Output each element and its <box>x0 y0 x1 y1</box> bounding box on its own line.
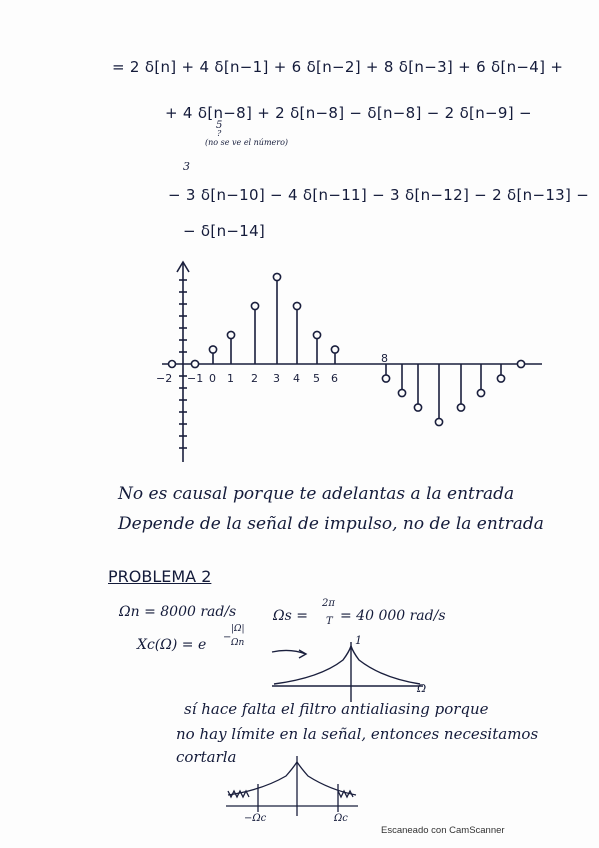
cutoff-left-label: −Ωc <box>244 813 267 824</box>
omega-s-frac-num: 2π <box>322 598 335 609</box>
conclusion-line-2: Depende de la señal de impulso, no de la entrada <box>118 514 544 534</box>
problem-2-heading: PROBLEMA 2 <box>108 567 212 586</box>
explanation-line-1: sí hace falta el filtro antialiasing porque <box>184 700 489 718</box>
cutoff-right-label: Ωc <box>334 813 348 824</box>
camscanner-watermark: Escaneado con CamScanner <box>381 825 505 836</box>
x-tick-label: 5 <box>313 372 320 385</box>
equation-line-2-note-mark: ? <box>217 129 222 138</box>
equation-line-4: − δ[n−14] <box>183 222 266 240</box>
xc-lhs: Xc(Ω) = e <box>137 637 207 653</box>
x-tick-label: 3 <box>273 372 280 385</box>
aa-curve <box>228 762 356 795</box>
x-tick-label: −1 <box>187 372 204 385</box>
conclusion-line-1: No es causal porque te adelantas a la entrada <box>118 484 515 504</box>
equation-line-3-correction: 3 <box>183 160 190 173</box>
xc-exp-num: |Ω| <box>231 624 245 634</box>
x-tick-label: 4 <box>293 372 300 385</box>
explanation-line-2: no hay límite en la señal, entonces necesitamos <box>176 725 539 743</box>
equation-line-1: = 2 δ[n] + 4 δ[n−1] + 6 δ[n−2] + 8 δ[n−3] + 6 δ[n−4] + <box>112 58 564 76</box>
explanation-line-3: cortarla <box>176 748 237 766</box>
xc-peak-label: 1 <box>355 634 362 647</box>
omega-s-rhs: = 40 000 rad/s <box>340 608 446 624</box>
xc-exp-sign: − <box>223 632 232 643</box>
omega-n-line: Ωn = 8000 rad/s <box>119 604 237 620</box>
x-tick-label: 0 <box>209 372 216 385</box>
x-tick-label: 8 <box>381 352 388 365</box>
x-tick-label: 1 <box>227 372 234 385</box>
omega-s-frac-den: T <box>326 616 333 627</box>
x-tick-label: −2 <box>156 372 173 385</box>
x-tick-label: 2 <box>251 372 258 385</box>
omega-s-lhs: Ωs = <box>273 608 308 624</box>
equation-line-2-correction: 5 <box>216 120 223 131</box>
equation-line-2-note: (no se ve el número) <box>205 138 289 147</box>
x-tick-label: 6 <box>331 372 338 385</box>
xc-exp-den: Ωn <box>231 638 245 648</box>
equation-line-2: + 4 δ[n−8] + 2 δ[n−8] − δ[n−8] − 2 δ[n−9] − <box>165 104 532 122</box>
equation-line-3: − 3 δ[n−10] − 4 δ[n−11] − 3 δ[n−12] − 2 δ[n−13] − <box>168 186 590 204</box>
xc-axis-label: Ω <box>417 682 427 695</box>
